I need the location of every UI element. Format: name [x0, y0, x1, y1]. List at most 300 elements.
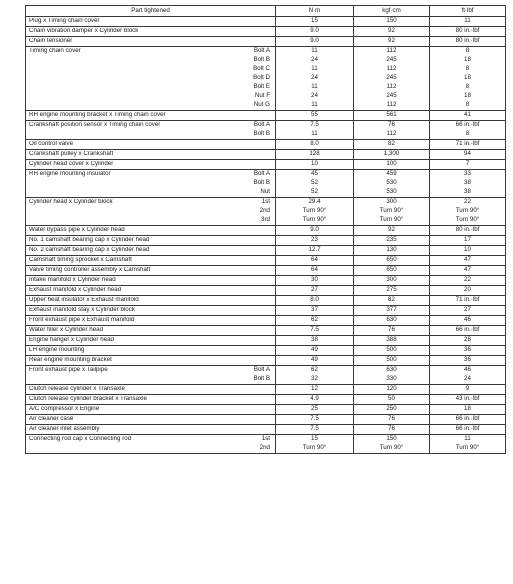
table-row	[26, 366, 506, 385]
part-name: Air cleaner case	[29, 416, 74, 423]
torque-nm-cell	[276, 47, 354, 111]
part-subitem-label: Bolt B	[253, 179, 270, 187]
torque-nm-cell	[276, 246, 354, 256]
torque-value: 7.5	[310, 326, 319, 334]
table-row	[26, 385, 506, 395]
torque-ft-lbf-cell	[430, 385, 506, 395]
table-row	[26, 246, 506, 256]
torque-ft-lbf-cell	[430, 395, 506, 405]
torque-value: 112	[386, 130, 397, 138]
part-name: RH engine mounting insulator	[29, 171, 111, 178]
torque-value: 80 in.·lbf	[455, 226, 480, 234]
torque-value: Turn 90°	[455, 444, 480, 452]
torque-ft-lbf-cell	[430, 435, 506, 454]
part-subitem-label: Bolt D	[253, 74, 270, 82]
torque-value: 25	[311, 405, 318, 413]
torque-nm-cell	[276, 276, 354, 286]
table-row	[26, 405, 506, 415]
torque-value: 11	[464, 17, 471, 25]
part-line	[29, 27, 272, 36]
part-line	[29, 65, 272, 74]
part-cell	[26, 286, 276, 296]
part-line	[29, 336, 272, 345]
torque-value: 32	[311, 375, 318, 383]
torque-value: 76	[388, 415, 395, 423]
torque-value: 330	[386, 375, 397, 383]
part-cell	[26, 170, 276, 198]
part-line	[29, 425, 272, 434]
part-name: Front exhaust pipe x Tailpipe	[29, 367, 108, 374]
part-cell	[26, 266, 276, 276]
part-subitem-label: Nut F	[254, 92, 270, 100]
torque-value: 130	[386, 246, 397, 254]
part-name: Exhaust manifold stay x Cylinder block	[29, 307, 135, 314]
torque-value: 530	[386, 188, 397, 196]
table-row	[26, 121, 506, 140]
torque-value: 7.5	[310, 121, 319, 129]
part-name: RH engine mounting bracket x Timing chain cover	[29, 112, 166, 119]
torque-value: 9.0	[310, 37, 319, 45]
torque-ft-lbf-cell	[430, 266, 506, 276]
torque-value: 300	[386, 276, 397, 284]
table-row	[26, 296, 506, 306]
part-cell	[26, 198, 276, 226]
torque-value: 22	[464, 276, 471, 284]
torque-nm-cell	[276, 111, 354, 121]
torque-value: 388	[386, 336, 397, 344]
part-subitem-label: Bolt B	[253, 375, 270, 383]
table-row	[26, 425, 506, 435]
torque-spec-table	[25, 5, 506, 454]
torque-value: 9.0	[310, 27, 319, 35]
part-cell	[26, 37, 276, 47]
table-row	[26, 326, 506, 336]
part-line	[29, 140, 272, 149]
part-subitem-label: 2nd	[259, 444, 270, 452]
part-name: Front exhaust pipe x Exhaust manifold	[29, 317, 135, 324]
torque-ft-lbf-cell	[430, 160, 506, 170]
table-row	[26, 111, 506, 121]
part-line	[29, 316, 272, 325]
torque-value: 28	[464, 336, 471, 344]
torque-ft-lbf-cell	[430, 366, 506, 385]
torque-nm-cell	[276, 316, 354, 326]
torque-value: 530	[386, 179, 397, 187]
torque-value: 11	[311, 47, 318, 55]
torque-ft-lbf-cell	[430, 170, 506, 198]
torque-value: 64	[311, 256, 318, 264]
part-cell	[26, 276, 276, 286]
part-cell	[26, 385, 276, 395]
torque-value: 94	[464, 150, 471, 158]
torque-ft-lbf-cell	[430, 37, 506, 47]
part-subitem-label: Bolt B	[253, 130, 270, 138]
torque-value: 1,300	[383, 150, 400, 158]
torque-ft-lbf-cell	[430, 236, 506, 246]
torque-ft-lbf-cell	[430, 27, 506, 37]
torque-value: 62	[311, 316, 318, 324]
torque-nm-cell	[276, 286, 354, 296]
torque-kgf-cm-cell	[354, 226, 430, 236]
torque-value: 11	[311, 130, 318, 138]
torque-nm-cell	[276, 17, 354, 27]
torque-value: 459	[386, 170, 397, 178]
torque-nm-cell	[276, 236, 354, 246]
part-cell	[26, 236, 276, 246]
torque-kgf-cm-cell	[354, 47, 430, 111]
torque-value: Turn 90°	[379, 207, 404, 215]
part-name: Cylinder head x Cylinder block	[29, 199, 113, 206]
part-name: Air cleaner inlet assembly	[29, 426, 100, 433]
torque-kgf-cm-cell	[354, 296, 430, 306]
torque-value: 71 in.·lbf	[455, 296, 480, 304]
part-cell	[26, 346, 276, 356]
torque-kgf-cm-cell	[354, 160, 430, 170]
table-row	[26, 336, 506, 346]
part-line	[29, 385, 272, 394]
torque-nm-cell	[276, 356, 354, 366]
torque-nm-cell	[276, 306, 354, 316]
part-cell	[26, 150, 276, 160]
part-subitem-label: 1st	[261, 198, 270, 206]
part-cell	[26, 121, 276, 140]
table-header-row	[26, 6, 506, 17]
part-line	[29, 286, 272, 295]
torque-kgf-cm-cell	[354, 336, 430, 346]
part-subitem-label: Nut	[260, 188, 270, 196]
part-cell	[26, 246, 276, 256]
torque-value: 4.9	[310, 395, 319, 403]
torque-nm-cell	[276, 385, 354, 395]
torque-value: 47	[464, 256, 471, 264]
torque-value: 250	[386, 405, 397, 413]
torque-value: 12	[311, 385, 318, 393]
torque-value: 100	[386, 160, 397, 168]
torque-value: 82	[388, 296, 395, 304]
part-cell	[26, 226, 276, 236]
part-cell	[26, 425, 276, 435]
torque-value: 8	[465, 65, 470, 73]
part-line	[29, 130, 272, 139]
part-name: No. 1 camshaft bearing cap x Cylinder head	[29, 237, 150, 244]
torque-kgf-cm-cell	[354, 266, 430, 276]
torque-value: 500	[386, 356, 397, 364]
table-row	[26, 266, 506, 276]
torque-value: 630	[386, 366, 397, 374]
torque-value: 245	[386, 92, 397, 100]
torque-nm-cell	[276, 296, 354, 306]
torque-kgf-cm-cell	[354, 140, 430, 150]
table-row	[26, 236, 506, 246]
torque-value: 66 in.·lbf	[455, 415, 480, 423]
torque-value: 8.0	[310, 296, 319, 304]
torque-value: 76	[388, 425, 395, 433]
part-cell	[26, 160, 276, 170]
torque-value: 650	[386, 256, 397, 264]
torque-ft-lbf-cell	[430, 326, 506, 336]
torque-value: 235	[386, 236, 397, 244]
part-line	[29, 188, 272, 197]
torque-value: 49	[311, 346, 318, 354]
torque-kgf-cm-cell	[354, 415, 430, 425]
torque-ft-lbf-cell	[430, 425, 506, 435]
torque-kgf-cm-cell	[354, 356, 430, 366]
part-line	[29, 306, 272, 315]
torque-kgf-cm-cell	[354, 385, 430, 395]
part-cell	[26, 296, 276, 306]
part-line	[29, 56, 272, 65]
torque-nm-cell	[276, 256, 354, 266]
torque-value: Turn 90°	[379, 216, 404, 224]
torque-value: 27	[464, 306, 471, 314]
part-line	[29, 276, 272, 285]
torque-value: 46	[464, 366, 471, 374]
part-subitem-label: 3rd	[261, 216, 270, 224]
header-part-tightened: Part tightened	[26, 6, 276, 17]
torque-value: 20	[464, 286, 471, 294]
part-cell	[26, 140, 276, 150]
torque-value: 47	[464, 266, 471, 274]
part-name: Cylinder head cover x Cylinder	[29, 161, 114, 168]
torque-kgf-cm-cell	[354, 17, 430, 27]
torque-value: 17	[464, 236, 471, 244]
part-line	[29, 121, 272, 130]
torque-value: 561	[386, 111, 397, 119]
torque-ft-lbf-cell	[430, 405, 506, 415]
torque-kgf-cm-cell	[354, 306, 430, 316]
torque-nm-cell	[276, 150, 354, 160]
part-cell	[26, 256, 276, 266]
part-name: Chain vibration damper x Cylinder block	[29, 28, 139, 35]
part-line	[29, 226, 272, 235]
part-line	[29, 346, 272, 355]
torque-value: 38	[311, 336, 318, 344]
torque-ft-lbf-cell	[430, 121, 506, 140]
torque-value: 23	[311, 236, 318, 244]
part-name: A/C compressor x Engine	[29, 406, 100, 413]
torque-kgf-cm-cell	[354, 395, 430, 405]
torque-value: 33	[464, 170, 471, 178]
part-name: Crankshaft pulley x Crankshaft	[29, 151, 114, 158]
table-row	[26, 306, 506, 316]
part-cell	[26, 306, 276, 316]
part-line	[29, 17, 272, 26]
part-line	[29, 83, 272, 92]
torque-ft-lbf-cell	[430, 415, 506, 425]
torque-kgf-cm-cell	[354, 316, 430, 326]
torque-value: 52	[311, 179, 318, 187]
part-name: Crankshaft position sensor x Timing chain cover	[29, 122, 161, 129]
torque-ft-lbf-cell	[430, 336, 506, 346]
table-row	[26, 37, 506, 47]
part-name: Plug x Timing chain cover	[29, 18, 100, 25]
part-name: Intake manifold x Cylinder head	[29, 277, 116, 284]
torque-kgf-cm-cell	[354, 111, 430, 121]
torque-nm-cell	[276, 266, 354, 276]
table-row	[26, 276, 506, 286]
part-name: Timing chain cover	[29, 48, 81, 55]
torque-kgf-cm-cell	[354, 435, 430, 454]
torque-value: 15	[311, 17, 318, 25]
part-subitem-label: Bolt A	[253, 366, 270, 374]
torque-value: 82	[388, 140, 395, 148]
part-line	[29, 246, 272, 255]
torque-value: 46	[464, 316, 471, 324]
part-line	[29, 179, 272, 188]
table-row	[26, 415, 506, 425]
torque-value: 22	[464, 198, 471, 206]
torque-value: 66 in.·lbf	[455, 425, 480, 433]
torque-ft-lbf-cell	[430, 150, 506, 160]
torque-value: 150	[386, 435, 397, 443]
part-subitem-label: Nut G	[253, 101, 270, 109]
part-name: LH engine mounting	[29, 347, 85, 354]
torque-ft-lbf-cell	[430, 306, 506, 316]
torque-ft-lbf-cell	[430, 276, 506, 286]
header-ft-lbf: ft·lbf	[430, 6, 506, 17]
torque-value: Turn 90°	[455, 207, 480, 215]
torque-value: 18	[464, 405, 471, 413]
torque-ft-lbf-cell	[430, 296, 506, 306]
torque-ft-lbf-cell	[430, 246, 506, 256]
torque-nm-cell	[276, 415, 354, 425]
part-name: Oil control valve	[29, 141, 74, 148]
part-line	[29, 92, 272, 101]
torque-nm-cell	[276, 366, 354, 385]
torque-value: 112	[386, 47, 397, 55]
torque-ft-lbf-cell	[430, 47, 506, 111]
part-cell	[26, 326, 276, 336]
torque-kgf-cm-cell	[354, 37, 430, 47]
torque-value: 55	[311, 111, 318, 119]
torque-value: 92	[388, 27, 395, 35]
part-line	[29, 207, 272, 216]
torque-value: 7.5	[310, 425, 319, 433]
torque-value: 8	[465, 101, 470, 109]
torque-value: 7.5	[310, 415, 319, 423]
part-cell	[26, 27, 276, 37]
torque-value: 150	[386, 17, 397, 25]
torque-nm-cell	[276, 170, 354, 198]
torque-value: Turn 90°	[379, 444, 404, 452]
torque-ft-lbf-cell	[430, 111, 506, 121]
part-line	[29, 216, 272, 225]
torque-spec-table-container	[25, 5, 505, 454]
part-name: Upper heat insulator x Exhaust manifold	[29, 297, 139, 304]
torque-nm-cell	[276, 336, 354, 346]
torque-value: 49	[311, 356, 318, 364]
torque-kgf-cm-cell	[354, 256, 430, 266]
torque-kgf-cm-cell	[354, 236, 430, 246]
part-cell	[26, 435, 276, 454]
part-line	[29, 356, 272, 365]
torque-value: 92	[388, 37, 395, 45]
torque-value: 36	[464, 356, 471, 364]
torque-value: 92	[388, 226, 395, 234]
torque-value: 24	[311, 56, 318, 64]
torque-value: 11	[311, 83, 318, 91]
part-line	[29, 296, 272, 305]
part-cell	[26, 336, 276, 346]
torque-value: 76	[388, 121, 395, 129]
torque-value: 245	[386, 74, 397, 82]
torque-value: 11	[311, 65, 318, 73]
torque-value: 45	[311, 170, 318, 178]
torque-ft-lbf-cell	[430, 140, 506, 150]
part-line	[29, 375, 272, 384]
torque-value: 245	[386, 56, 397, 64]
torque-nm-cell	[276, 226, 354, 236]
torque-value: 43 in.·lbf	[455, 395, 480, 403]
part-subitem-label: 2nd	[259, 207, 270, 215]
torque-value: 275	[386, 286, 397, 294]
part-name: Rear engine mounting bracket	[29, 357, 112, 364]
header-nm: N·m	[276, 6, 354, 17]
torque-ft-lbf-cell	[430, 198, 506, 226]
torque-value: Turn 90°	[302, 444, 327, 452]
table-row	[26, 170, 506, 198]
part-line	[29, 47, 272, 56]
torque-value: 76	[388, 326, 395, 334]
torque-value: 71 in.·lbf	[455, 140, 480, 148]
table-row	[26, 226, 506, 236]
torque-value: 24	[311, 74, 318, 82]
part-name: No. 2 camshaft bearing cap x Cylinder head	[29, 247, 150, 254]
part-cell	[26, 366, 276, 385]
torque-value: 64	[311, 266, 318, 274]
torque-value: 24	[464, 375, 471, 383]
torque-nm-cell	[276, 346, 354, 356]
torque-value: 66 in.·lbf	[455, 121, 480, 129]
torque-value: 52	[311, 188, 318, 196]
torque-ft-lbf-cell	[430, 316, 506, 326]
torque-kgf-cm-cell	[354, 170, 430, 198]
part-line	[29, 37, 272, 46]
torque-value: 15	[311, 435, 318, 443]
torque-nm-cell	[276, 27, 354, 37]
torque-value: 8.0	[310, 140, 319, 148]
torque-value: 112	[386, 101, 397, 109]
torque-value: 50	[388, 395, 395, 403]
part-cell	[26, 47, 276, 111]
part-subitem-label: Bolt E	[253, 83, 270, 91]
part-subitem-label: Bolt A	[253, 170, 270, 178]
part-line	[29, 415, 272, 424]
part-line	[29, 160, 272, 169]
torque-nm-cell	[276, 160, 354, 170]
torque-value: 8	[465, 47, 470, 55]
part-line	[29, 266, 272, 275]
part-cell	[26, 17, 276, 27]
torque-nm-cell	[276, 425, 354, 435]
table-row	[26, 17, 506, 27]
torque-kgf-cm-cell	[354, 366, 430, 385]
torque-value: Turn 90°	[302, 207, 327, 215]
torque-value: 80 in.·lbf	[455, 27, 480, 35]
torque-value: 9.0	[310, 226, 319, 234]
torque-nm-cell	[276, 405, 354, 415]
part-subitem-label: Bolt A	[253, 47, 270, 55]
torque-value: 62	[311, 366, 318, 374]
part-cell	[26, 111, 276, 121]
torque-kgf-cm-cell	[354, 121, 430, 140]
part-line	[29, 326, 272, 335]
torque-ft-lbf-cell	[430, 346, 506, 356]
torque-nm-cell	[276, 140, 354, 150]
part-line	[29, 74, 272, 83]
part-line	[29, 150, 272, 159]
part-name: Clutch release cylinder bracket x Transaxle	[29, 396, 147, 403]
